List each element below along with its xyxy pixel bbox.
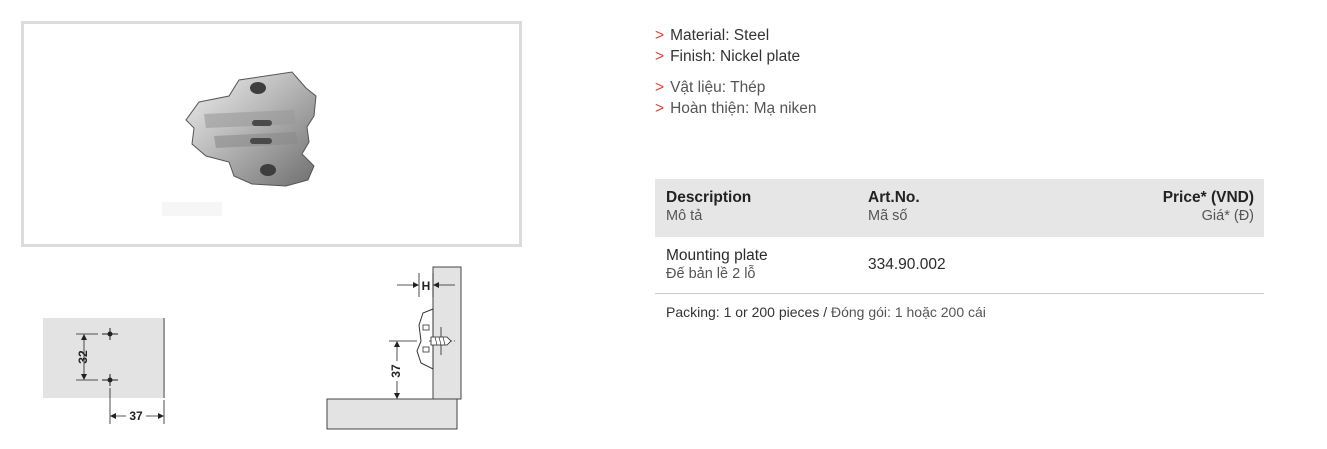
bullet-arrow-icon: > (655, 27, 665, 44)
spec-material-en (655, 25, 817, 46)
mounting-plate-image (24, 24, 519, 244)
cabinet-bottom (327, 399, 457, 429)
header-description-vi: Mô tả (666, 208, 703, 224)
header-price-vi: Giá* (Đ) (1201, 208, 1254, 224)
bullet-arrow-icon: > (655, 48, 665, 65)
product-photo (21, 21, 522, 247)
bullet-arrow-icon: > (655, 100, 665, 117)
header-artno-vi: Mã số (868, 208, 908, 224)
header-artno (868, 189, 920, 225)
header-description-en: Description (666, 189, 752, 206)
header-description (666, 189, 751, 225)
packing-en: Packing: 1 or 200 pieces (666, 304, 820, 320)
row-description-vi: Đế bản lề 2 lỗ (666, 266, 756, 282)
packing-info (666, 304, 986, 320)
header-price-en: Price* (VND) (1162, 189, 1254, 206)
row-description (666, 247, 768, 283)
bullet-arrow-icon: > (655, 79, 665, 96)
spec-text: Material: Steel (670, 27, 770, 44)
drilling-diagram (40, 310, 180, 430)
product-table (655, 179, 1264, 294)
dim-vertical-label: 32 (76, 350, 91, 364)
spec-text: Finish: Nickel plate (670, 48, 801, 65)
row-description-en: Mounting plate (666, 247, 768, 264)
header-price (1163, 189, 1254, 225)
spec-material-vi (655, 77, 817, 98)
spec-text: Vật liệu: Thép (670, 79, 766, 96)
row-artno: 334.90.002 (868, 256, 946, 273)
packing-separator: / (819, 304, 831, 320)
dim-vertical-label-right: 37 (389, 364, 404, 378)
spec-text: Hoàn thiện: Mạ niken (670, 100, 817, 117)
section-diagram (325, 265, 465, 435)
table-header (655, 179, 1264, 237)
dim-h-label: H (421, 279, 431, 293)
dim-horizontal-label: 37 (129, 409, 143, 423)
header-artno-en: Art.No. (868, 189, 920, 206)
spec-finish-en (655, 46, 817, 67)
spec-finish-vi (655, 98, 817, 119)
cabinet-side-panel (43, 318, 163, 398)
packing-vi: Đóng gói: 1 hoặc 200 cái (831, 304, 986, 320)
spec-list (655, 25, 817, 119)
